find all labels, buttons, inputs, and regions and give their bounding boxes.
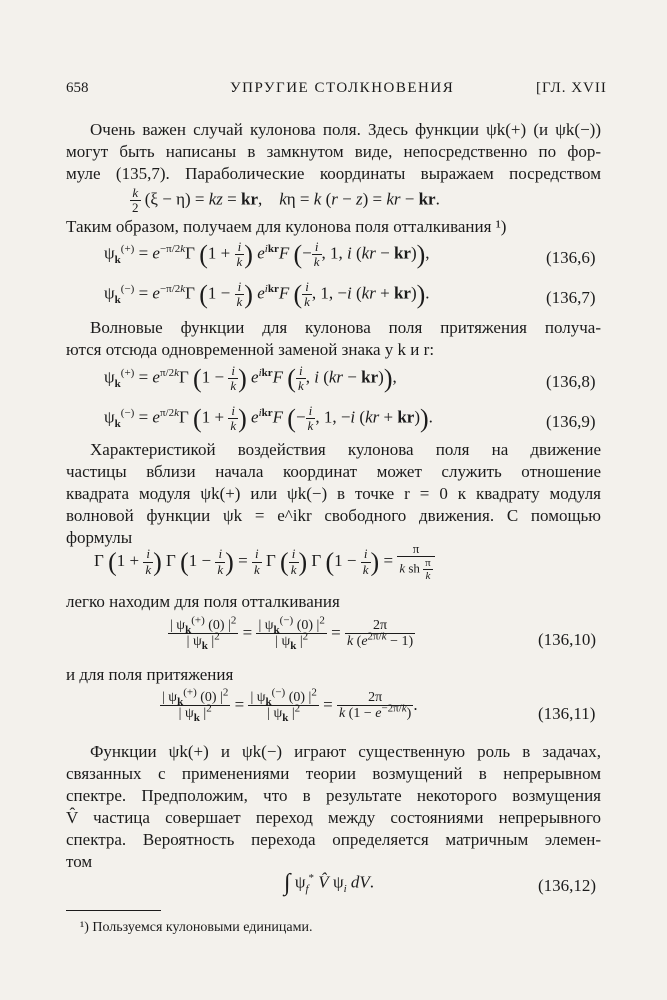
paragraph-line: том [66, 852, 93, 871]
paragraph-line: Таким образом, получаем для кулонова поля отталкивания ¹) [66, 217, 507, 236]
equation-number: (136,11) [538, 704, 596, 723]
paragraph-line: ются отсюда одновременной заменой знака у k и r: [66, 340, 435, 359]
paragraph-line: частицы вблизи начала координат может служить отношение [66, 462, 601, 481]
chapter-label: [ГЛ. XVII [536, 80, 607, 96]
paragraph-line: спектре. Предположим, что в результате некоторого возмущения [66, 786, 601, 805]
equation-136-10: $\frac{| \psi_k^{(+)} (0) |^2}{| \psi_k |^2}$ = $\frac{| \psi_k^{(-)} (0) |^2}{| \psi_k |^2}$ = $\frac{2\pi}{k (e^{2\pi/k} - 1)}$ [170, 614, 414, 653]
paragraph-line: Характеристикой воздействия кулонова поля на движение [90, 440, 601, 459]
paragraph-line: формулы [66, 528, 133, 547]
equation-136-9: $\psi_k^{(-)} = e^{\pi/2k}\Gamma$ (1 + $\frac{i}{k}$ ) $e^{ikr}F$ (− $\frac{i}{k}$ , 1, −i (kr + kr)). [104, 403, 433, 434]
equation-number: (136,12) [538, 876, 597, 895]
running-title: УПРУГИЕ СТОЛКНОВЕНИЯ [230, 80, 455, 96]
paragraph-line: спектра. Вероятность перехода определяется матричным элемен- [66, 830, 601, 849]
equation-136-6: $\psi_k^{(+)} = e^{-\pi/2k}\Gamma$ (1 + $\frac{i}{k}$ ) $e^{ikr}F$ (− $\frac{i}{k}$ , 1, i (kr − kr)), [104, 239, 430, 270]
equation-136-11: $\frac{| \psi_k^{(+)} (0) |^2}{| \psi_k |^2}$ = $\frac{| \psi_k^{(-)} (0) |^2}{| \psi_k |^2}$ = $\frac{2\pi}{k (1 - e^{-2\pi/k})}$ . [162, 686, 418, 725]
page-number: 658 [66, 80, 89, 96]
paragraph-line: и для поля притяжения [66, 665, 234, 684]
paragraph-line: квадрата модуля ψk(+) или ψk(−) в точке r = 0 к квадрату модуля [66, 484, 601, 503]
paragraph-line: Волновые функции для кулонова поля притяжения получа- [90, 318, 601, 337]
equation-136-7: $\psi_k^{(-)} = e^{-\pi/2k}\Gamma$ (1 − $\frac{i}{k}$ ) $e^{ikr}F$ ( $\frac{i}{k}$ , 1, −i (kr + kr)). [104, 279, 430, 310]
paragraph-line: V̂ частица совершает переход между состояниями непрерывного [66, 808, 601, 827]
footnote-rule [66, 910, 161, 911]
equation-number: (136,6) [546, 248, 596, 267]
paragraph-line: Функции ψk(+) и ψk(−) играют существенную роль в задачах, [90, 742, 601, 761]
footnote: ¹) Пользуемся кулоновыми единицами. [80, 920, 313, 935]
paragraph-line: муле (135,7). Параболические координаты выражаем посредством [66, 164, 601, 183]
equation-136-12: ∫ $\psi_f^*$ V̂ $\psi_i$ dV. [284, 870, 375, 896]
paragraph-line: связанных с применениями теории возмущений в непрерывном [66, 764, 601, 783]
paragraph-line: Очень важен случай кулонова поля. Здесь функции ψk(+) (и ψk(−)) [90, 120, 601, 139]
equation-number: (136,9) [546, 412, 596, 431]
paragraph-line: волновой функции ψk = e^ikr свободного движения. С помощью [66, 506, 601, 525]
equation-number: (136,10) [538, 630, 597, 649]
equation-number: (136,8) [546, 372, 596, 391]
equation-parabolic: $\frac{k}{2}$ (ξ − η) = kz = kr, kη = k (r − z) = kr − kr. [132, 185, 440, 216]
equation-136-8: $\psi_k^{(+)} = e^{\pi/2k}\Gamma$ (1 − $\frac{i}{k}$ ) $e^{ikr}F$ ( $\frac{i}{k}$ , i (kr − kr)), [104, 363, 397, 394]
equation-number: (136,7) [546, 288, 596, 307]
equation-gamma: Γ (1 + $\frac{i}{k}$ ) Γ (1 − $\frac{i}{k}$ ) = $\frac{i}{k}$ Γ ( $\frac{i}{k}$ ) Γ (1 − $\frac{i}{k}$ ) = π k sh $\frac{\pi}{k}$ [94, 542, 435, 582]
paragraph-line: легко находим для поля отталкивания [66, 592, 340, 611]
paragraph-line: могут быть написаны в замкнутом виде, непосредственно по фор- [66, 142, 601, 161]
